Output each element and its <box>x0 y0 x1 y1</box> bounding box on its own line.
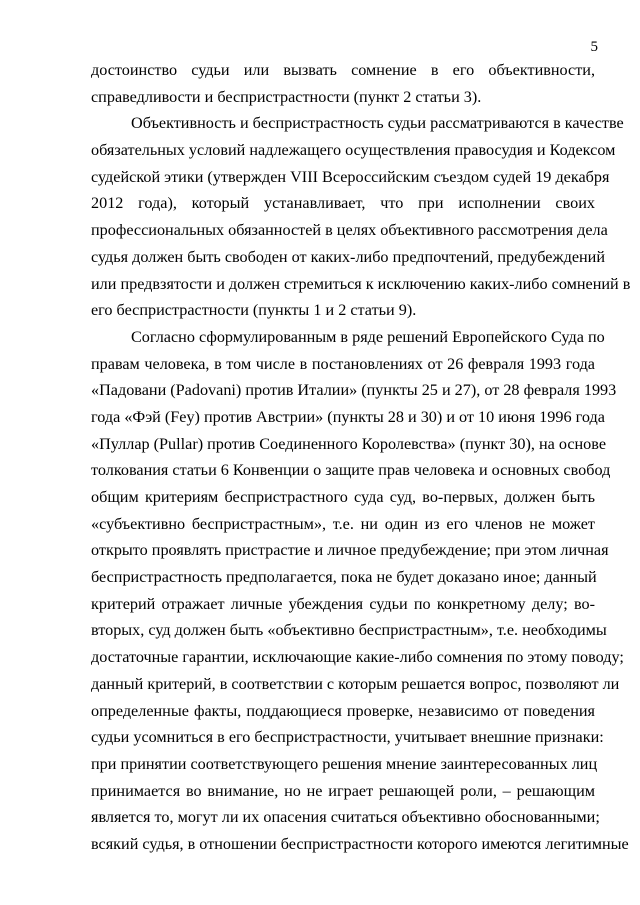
text-line: открыто проявлять пристрастие и личное предубеждение; при этом личная <box>91 541 609 560</box>
text-line: года «Фэй (Fey) против Австрии» (пункты 28 и 30) и от 10 июня 1996 года <box>91 407 605 426</box>
paragraph <box>91 110 631 324</box>
text-line: его беспристрастности (пункты 1 и 2 статьи 9). <box>91 301 417 320</box>
text-line: справедливости и беспристрастности (пункт 2 статьи 3). <box>91 87 482 106</box>
text-line: или предвзятости и должен стремиться к исключению каких-либо сомнений в <box>91 274 631 293</box>
text-line: достоинство судьи или вызвать сомнение в его объективности, <box>91 61 595 79</box>
text-line: беспристрастность предполагается, пока не будет доказано иное; данный <box>91 568 597 587</box>
text-line: «субъективно беспристрастным», т.е. ни один из его членов не может <box>91 514 595 533</box>
text-line: является то, могут ли их опасения считаться объективно обоснованными; <box>91 808 600 827</box>
text-line: судьи усомниться в его беспристрастности, учитывает внешние признаки: <box>91 728 604 747</box>
paragraph <box>91 57 595 110</box>
text-line: достаточные гарантии, исключающие какие-либо сомнения по этому поводу; <box>91 648 624 667</box>
document-body <box>91 57 631 858</box>
paragraph <box>91 324 629 858</box>
text-line: критерий отражает личные убеждения судьи по конкретному делу; во- <box>91 594 595 613</box>
text-line: Объективность и беспристрастность судьи рассматриваются в качестве <box>131 114 624 133</box>
text-line: толкования статьи 6 Конвенции о защите прав человека и основных свобод <box>91 461 611 480</box>
text-line: «Падовани (Padovani) против Италии» (пункты 25 и 27), от 28 февраля 1993 <box>91 381 617 400</box>
text-line: правам человека, в том числе в постановлениях от 26 февраля 1993 года <box>91 354 595 373</box>
text-line: Согласно сформулированным в ряде решений Европейского Суда по <box>131 327 605 346</box>
text-line: «Пуллар (Pullar) против Соединенного Королевства» (пункт 30), на основе <box>91 434 607 453</box>
text-line: судья должен быть свободен от каких-либо предпочтений, предубеждений <box>91 247 605 266</box>
text-line: 2012 года), который устанавливает, что при исполнении своих <box>91 194 595 213</box>
text-line: обязательных условий надлежащего осуществления правосудия и Кодексом <box>91 141 616 160</box>
text-line: общим критериям беспристрастного суда суд, во-первых, должен быть <box>91 488 595 506</box>
text-line: судейской этики (утвержден VIII Всероссийским съездом судей 19 декабря <box>91 167 610 186</box>
text-line: определенные факты, поддающиеся проверке, независимо от поведения <box>91 701 595 720</box>
text-line: профессиональных обязанностей в целях объективного рассмотрения дела <box>91 221 608 240</box>
text-line: принимается во внимание, но не играет решающей роли, – решающим <box>91 781 595 800</box>
text-line: данный критерий, в соответствии с которым решается вопрос, позволяют ли <box>91 674 620 693</box>
page-number: 5 <box>590 39 598 55</box>
text-line: при принятии соответствующего решения мнение заинтересованных лиц <box>91 754 598 773</box>
text-line: всякий судья, в отношении беспристрастности которого имеются легитимные <box>91 834 629 853</box>
text-line: вторых, суд должен быть «объективно беспристрастным», т.е. необходимы <box>91 621 607 640</box>
